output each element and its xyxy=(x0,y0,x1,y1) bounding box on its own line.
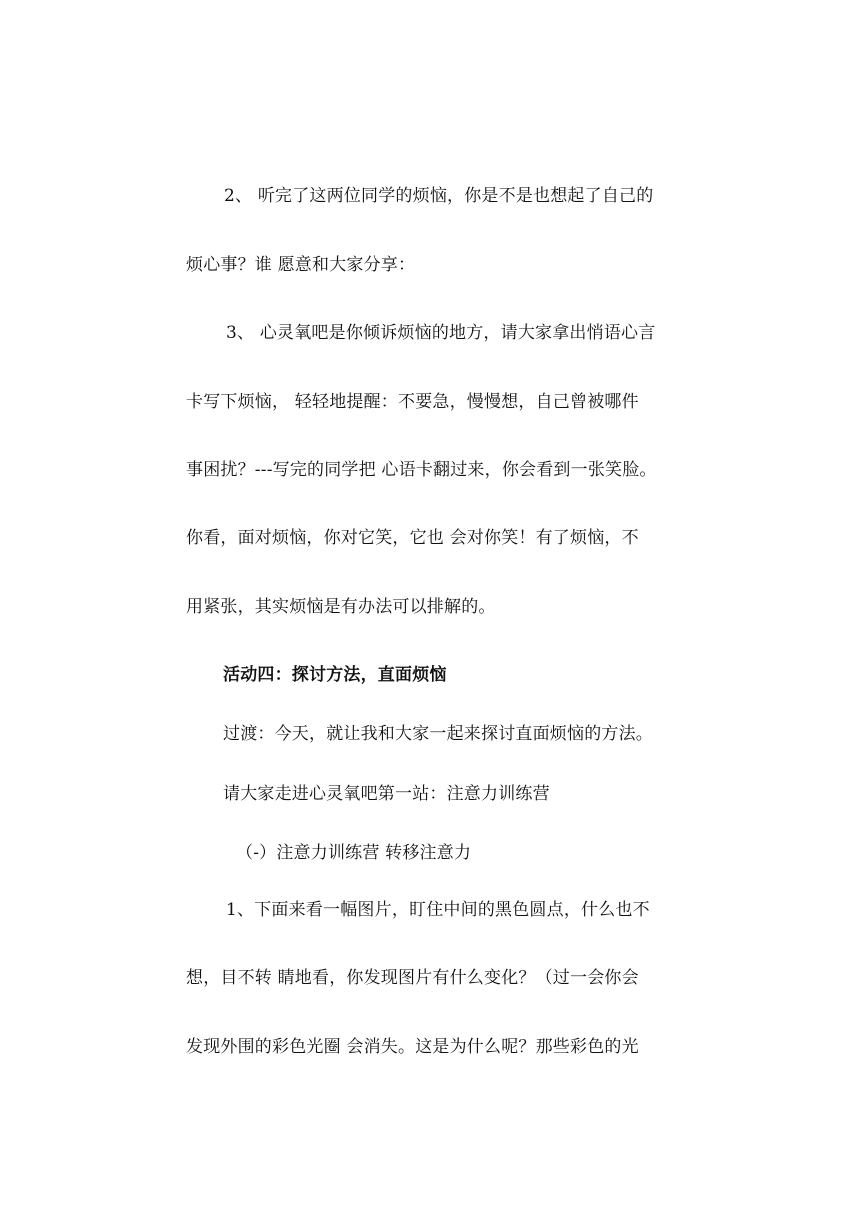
subheading-attention: （-）注意力训练营 转移注意力 xyxy=(236,843,472,863)
activity-heading: 活动四：探讨方法，直面烦恼 xyxy=(223,665,447,685)
paragraph-2-line-2: 烦心事？谁 愿意和大家分享： xyxy=(186,255,416,275)
paragraph-3-line-4: 你看，面对烦恼，你对它笑，它也 会对你笑！有了烦恼，不 xyxy=(186,528,639,548)
paragraph-3-line-2: 卡写下烦恼， 轻轻地提醒：不要急，慢慢想，自己曾被哪件 xyxy=(186,392,639,412)
paragraph-3-line-5: 用紧张，其实烦恼是有办法可以排解的。 xyxy=(186,597,496,617)
transition-text: 过渡：今天，就让我和大家一起来探讨直面烦恼的方法。 xyxy=(223,724,653,744)
paragraph-1-line-1: 1、下面来看一幅图片，盯住中间的黑色圆点，什么也不 xyxy=(226,900,650,920)
paragraph-3-line-3: 事困扰？---写完的同学把 心语卡翻过来，你会看到一张笑脸。 xyxy=(186,460,657,480)
paragraph-1-line-3: 发现外围的彩色光圈 会消失。这是为什么呢？那些彩色的光 xyxy=(186,1037,639,1057)
station-text: 请大家走进心灵氧吧第一站：注意力训练营 xyxy=(223,784,550,804)
paragraph-1-line-2: 想，目不转 睛地看，你发现图片有什么变化？（过一会你会 xyxy=(186,968,639,988)
paragraph-3-line-1: 3、 心灵氧吧是你倾诉烦恼的地方，请大家拿出悄语心言 xyxy=(226,323,656,343)
paragraph-2-line-1: 2、 听完了这两位同学的烦恼，你是不是也想起了自己的 xyxy=(224,186,654,206)
